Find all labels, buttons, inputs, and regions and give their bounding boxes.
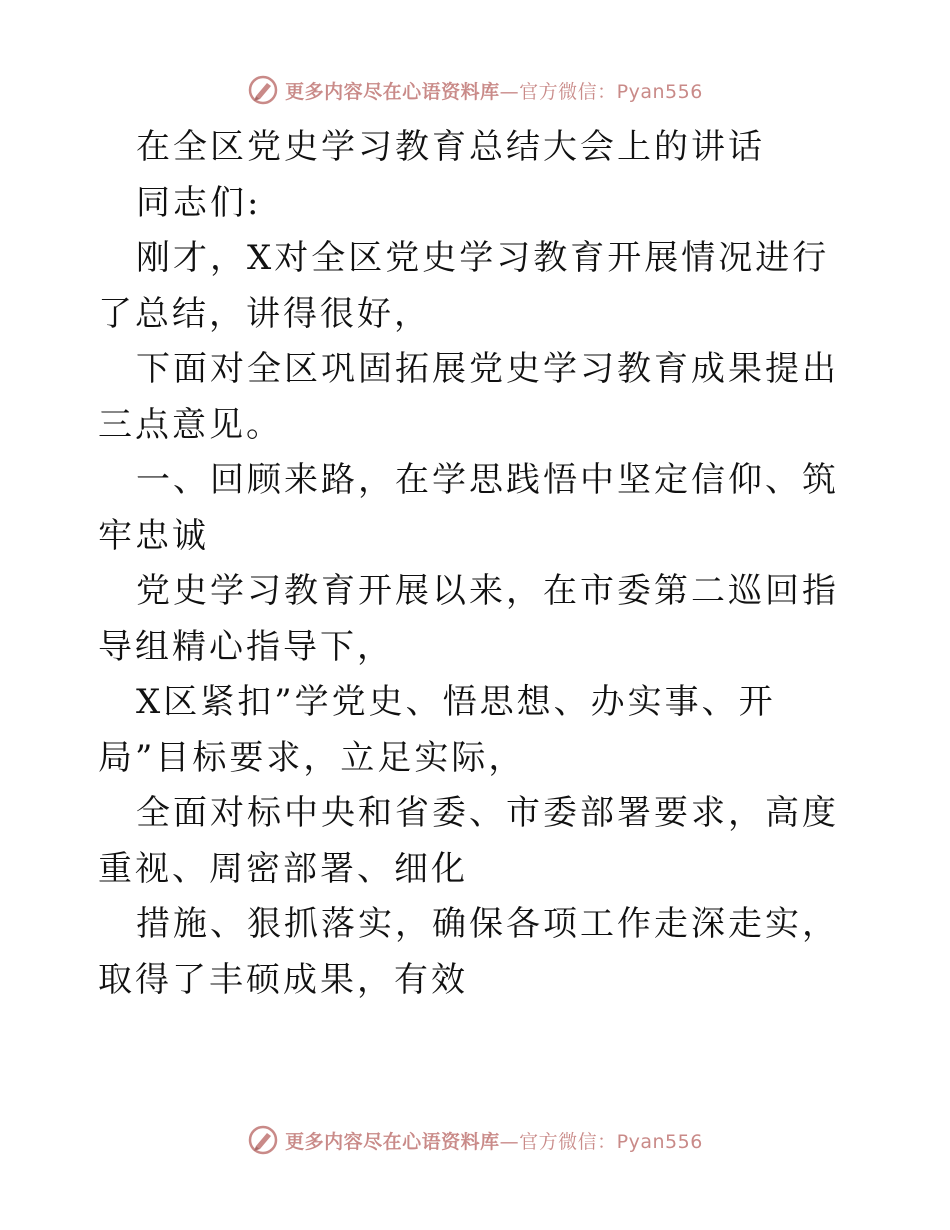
watermark-tail: 官方微信：Pyan556: [519, 1130, 703, 1153]
watermark-text: [285, 77, 703, 104]
watermark-main: 更多内容尽在心语资料库: [285, 80, 500, 103]
paragraph-5: 全面对标中央和省委、市委部署要求，高度重视、周密部署、细化: [98, 793, 839, 889]
paragraph-4: X区紧扣”学党史、悟思想、办实事、开局”目标要求，立足实际，: [98, 682, 776, 778]
watermark-text: [285, 1127, 703, 1154]
paragraph-1: 刚才，X对全区党史学习教育开展情况进行了总结，讲得很好，: [98, 238, 830, 334]
section-heading-1: 一、回顾来路，在学思践悟中坚定信仰、筑牢忠诚: [98, 460, 839, 556]
document-title: 在全区党史学习教育总结大会上的讲话: [136, 127, 765, 167]
footer-watermark: [0, 1120, 950, 1160]
pen-logo-icon: [247, 74, 279, 106]
paragraph-6: 措施、狠抓落实，确保各项工作走深走实，取得了丰硕成果，有效: [98, 904, 839, 1000]
salutation: 同志们:: [136, 182, 262, 223]
paragraph-2: 下面对全区巩固拓展党史学习教育成果提出三点意见。: [98, 349, 839, 445]
header-watermark: [0, 70, 950, 110]
watermark-separator: —: [499, 1130, 520, 1153]
watermark-separator: —: [499, 80, 520, 103]
watermark-main: 更多内容尽在心语资料库: [285, 1130, 500, 1153]
paragraph-3: 党史学习教育开展以来，在市委第二巡回指导组精心指导下，: [98, 571, 839, 667]
document-body: [98, 120, 858, 1008]
watermark-tail: 官方微信：Pyan556: [519, 80, 703, 103]
pen-logo-icon: [247, 1124, 279, 1156]
